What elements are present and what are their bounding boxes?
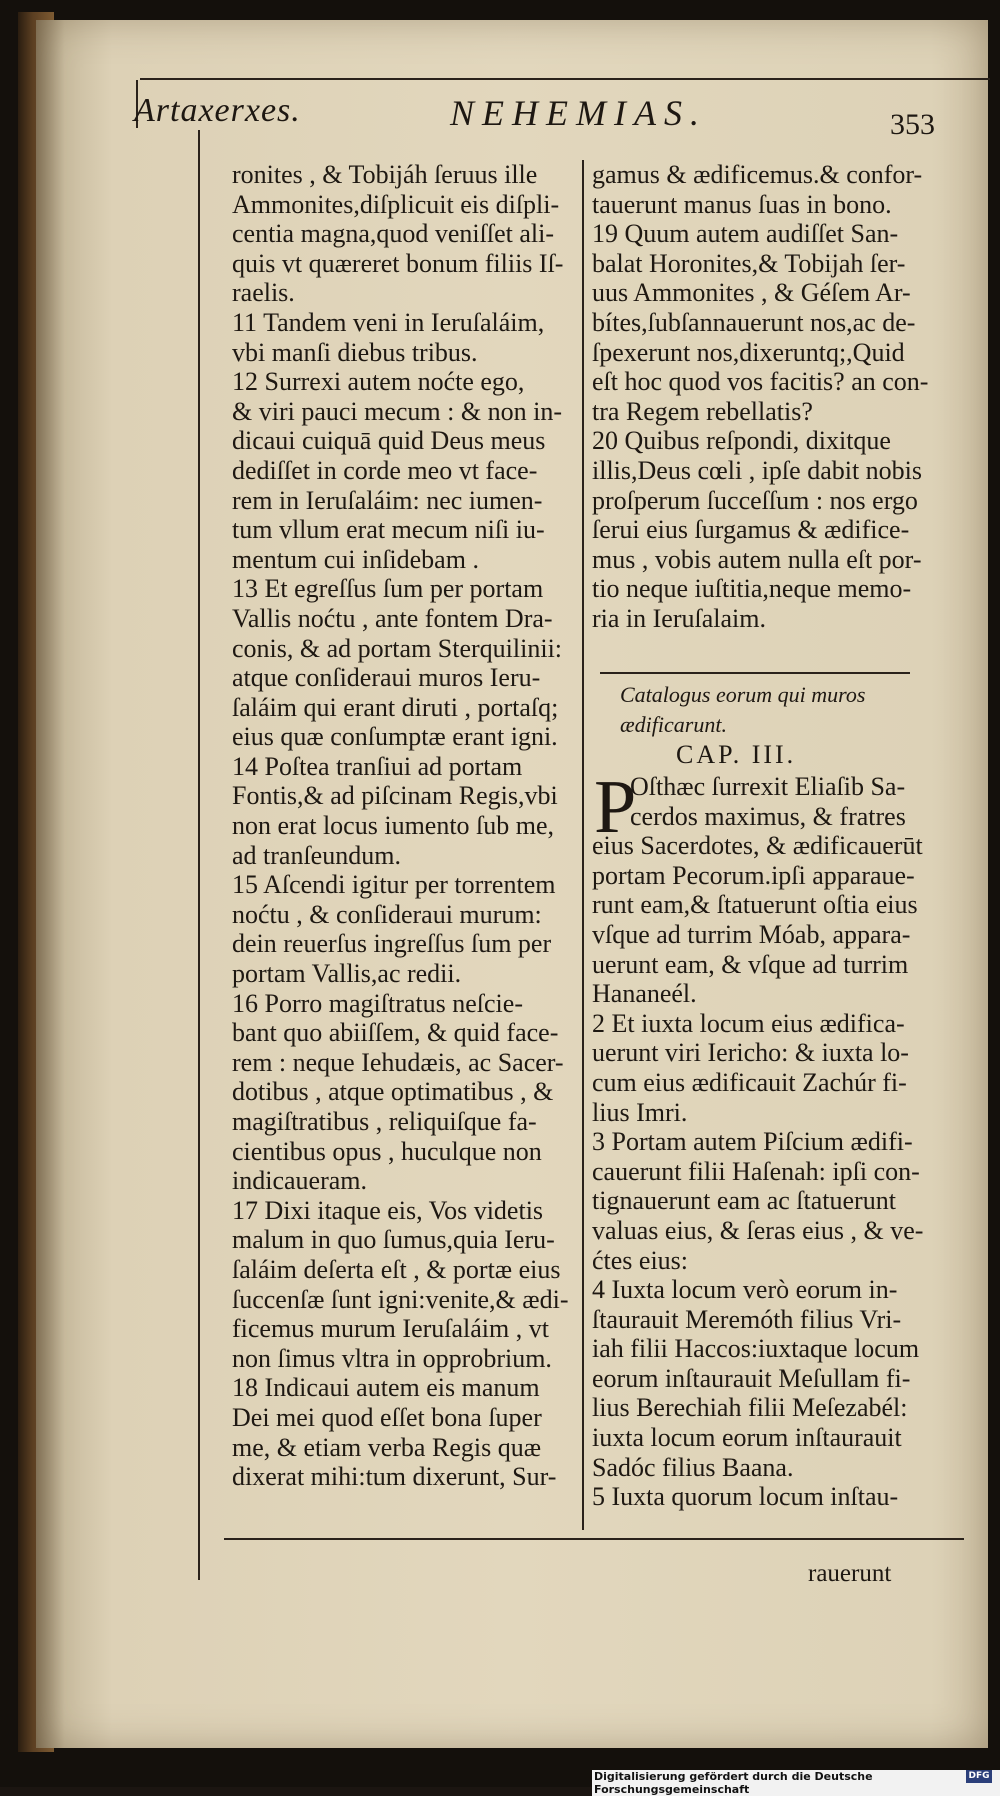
text-line: tra Regem rebellatis? (592, 396, 813, 426)
outer-left-rule (198, 130, 200, 1580)
text-line: non erat locus iumento ſub me, (232, 811, 555, 841)
text-line: 15 Aſcendi igitur per torrentem (232, 870, 556, 900)
text-line: indicaueram. (232, 1166, 367, 1196)
text-line: ficemus murum Ieruſaláim , vt (232, 1314, 549, 1344)
text-line: dotibus , atque optimatibus , & (232, 1077, 554, 1107)
text-line: Dei mei quod eſſet bona ſuper (232, 1402, 542, 1432)
text-line: mus , vobis autem nulla eſt por- (592, 544, 922, 574)
text-line: eſt hoc quod vos facitis? an con- (592, 367, 929, 397)
text-line: ad tranſeundum. (232, 840, 401, 870)
text-line: dein reuerſus ingreſſus ſum per (232, 929, 552, 959)
running-head-left: Artaxerxes. (134, 92, 301, 129)
text-line: Fontis,& ad piſcinam Regis,vbi (232, 781, 558, 811)
text-line: ſaláim deſerta eſt , & portæ eius (232, 1254, 561, 1284)
text-line: dicaui cuiquā quid Deus meus (232, 426, 546, 456)
text-line: tignauerunt eam ac ſtatuerunt (592, 1186, 896, 1216)
text-line: dediſſet in corde meo vt face- (232, 455, 538, 485)
text-line: runt eam,& ſtatuerunt oſtia eius (592, 890, 918, 920)
text-line: iah filii Haccos:iuxtaque locum (592, 1334, 920, 1364)
text-line: & viri pauci mecum : & non in- (232, 396, 562, 426)
text-line: 18 Indicaui autem eis manum (232, 1373, 540, 1403)
text-line: ſaláim qui erant diruti , portaſq; (232, 692, 559, 722)
text-line: 4 Iuxta locum verò eorum in- (592, 1275, 898, 1305)
text-line: Oſthæc ſurrexit Eliaſib Sa- (630, 772, 906, 801)
text-line: 12 Surrexi autem noćte ego, (232, 367, 525, 397)
text-line: quis vt quæreret bonum filiis Iſ- (232, 248, 564, 278)
text-line: Ammonites,diſplicuit eis diſpli- (232, 189, 560, 219)
text-line: 20 Quibus reſpondi, dixitque (592, 426, 891, 456)
text-line: malum in quo ſumus,quia Ieru- (232, 1225, 555, 1255)
text-line: 13 Et egreſſus ſum per portam (232, 574, 544, 604)
text-line: 5 Iuxta quorum locum inſtau- (592, 1482, 899, 1512)
text-line: 16 Porro magiſtratus neſcie- (232, 988, 523, 1018)
text-line: ćtes eius: (592, 1245, 689, 1275)
text-line: cientibus opus , huculque non (232, 1136, 542, 1166)
header-rule (140, 78, 990, 80)
text-line: rem : neque Iehudæis, ac Sacer- (232, 1047, 564, 1077)
text-line: proſperum ſucceſſum : nos ergo (592, 485, 918, 515)
text-line: 3 Portam autem Piſcium ædifi- (592, 1127, 913, 1157)
text-line: bant quo abiiſſem, & quid face- (232, 1018, 559, 1048)
text-line: Hananeél. (592, 979, 697, 1009)
text-line: ronites , & Tobijáh ſeruus ille (232, 160, 538, 189)
text-line: non ſimus vltra in opprobrium. (232, 1343, 552, 1373)
drop-cap: P (594, 765, 637, 849)
text-line: 11 Tandem veni in Ieruſaláim, (232, 307, 545, 337)
page-number: 353 (890, 108, 935, 141)
text-line: balat Horonites,& Tobijah ſer- (592, 248, 906, 278)
text-line: vbi manſi diebus tribus. (232, 337, 478, 367)
text-line: centia magna,quod veniſſet ali- (232, 219, 554, 249)
text-line: uus Ammonites , & Géſem Ar- (592, 278, 911, 308)
chapter-heading: CAP. III. (676, 740, 797, 769)
text-line: ſerui eius ſurgamus & ædifice- (592, 515, 910, 545)
text-line: eius quæ conſumptæ erant igni. (232, 722, 558, 752)
footer-rule (224, 1538, 964, 1540)
text-line: mentum cui inſidebam . (232, 544, 479, 574)
text-line: atque conſideraui muros Ieru- (232, 663, 541, 693)
text-line: bítes,ſubſannauerunt nos,ac de- (592, 307, 916, 337)
section-title: Catalogus eorum qui muros ædificarunt. (620, 682, 866, 737)
text-line: ſpexerunt nos,dixeruntq;,Quid (592, 337, 905, 367)
right-column-bottom (592, 765, 924, 1512)
text-line: tio neque iuſtitia,neque memo- (592, 574, 912, 604)
text-line: raelis. (232, 278, 295, 308)
text-line: gamus & ædificemus.& confor- (592, 160, 923, 189)
text-line: vſque ad turrim Móab, appara- (592, 919, 911, 949)
text-line: uerunt viri Iericho: & iuxta lo- (592, 1038, 909, 1068)
text-line: Vallis noćtu , ante fontem Dra- (232, 603, 553, 633)
text-line: 14 Poſtea tranſiui ad portam (232, 751, 523, 781)
text-line: 19 Quum autem audiſſet San- (592, 219, 899, 249)
text-line: ria in Ieruſalaim. (592, 603, 766, 633)
text-line: illis,Deus cœli , ipſe dabit nobis (592, 455, 923, 485)
text-line: uerunt eam, & vſque ad turrim (592, 949, 909, 979)
text-line: valuas eius, & ſeras eius , & ve- (592, 1215, 924, 1245)
text-line: 2 Et iuxta locum eius ædifica- (592, 1008, 905, 1038)
text-line: noćtu , & conſideraui murum: (232, 899, 542, 929)
text-line: ſuccenſæ ſunt igni:venite,& ædi- (232, 1284, 569, 1314)
text-line: rem in Ieruſaláim: nec iumen- (232, 485, 543, 515)
text-line: tauerunt manus ſuas in bono. (592, 189, 892, 219)
text-line: portam Pecorum.ipſi apparaue- (592, 860, 915, 890)
left-column (232, 160, 572, 1492)
dfg-logo-badge: DFG (966, 1770, 992, 1783)
text-line: eius Sacerdotes, & ædificauerūt (592, 831, 923, 861)
running-head-center: NEHEMIAS. (450, 93, 707, 133)
text-line: Sadóc filius Baana. (592, 1452, 794, 1482)
text-line: conis, & ad portam Sterquilinii: (232, 633, 563, 663)
text-line: dixerat mihi:tum dixerunt, Sur- (232, 1462, 557, 1492)
text-line: eorum inſtaurauit Meſullam fi- (592, 1363, 911, 1393)
text-line: cerdos maximus, & fratres (630, 801, 906, 831)
text-line: iuxta locum eorum inſtaurauit (592, 1423, 902, 1453)
digitization-credit: Digitalisierung gefördert durch die Deutsche Forschungsgemeinschaft (592, 1770, 1000, 1796)
section-rule (600, 672, 910, 674)
text-line: cum eius ædificauit Zachúr fi- (592, 1067, 907, 1097)
text-line: me, & etiam verba Regis quæ (232, 1432, 542, 1462)
text-line: ſtaurauit Meremóth filius Vri- (592, 1304, 902, 1334)
text-line: lius Imri. (592, 1097, 688, 1127)
text-line: magiſtratibus , reliquiſque fa- (232, 1107, 537, 1136)
catchword: rauerunt (808, 1560, 892, 1587)
text-line: tum vllum erat mecum niſi iu- (232, 515, 545, 545)
text-line: 17 Dixi itaque eis, Vos videtis (232, 1195, 544, 1225)
text-line: portam Vallis,ac redii. (232, 959, 462, 989)
right-column-top (592, 160, 937, 634)
column-divider (582, 160, 584, 1530)
text-line: lius Berechiah filii Meſezabél: (592, 1393, 908, 1423)
text-line: cauerunt filii Haſenah: ipſi con- (592, 1156, 920, 1186)
